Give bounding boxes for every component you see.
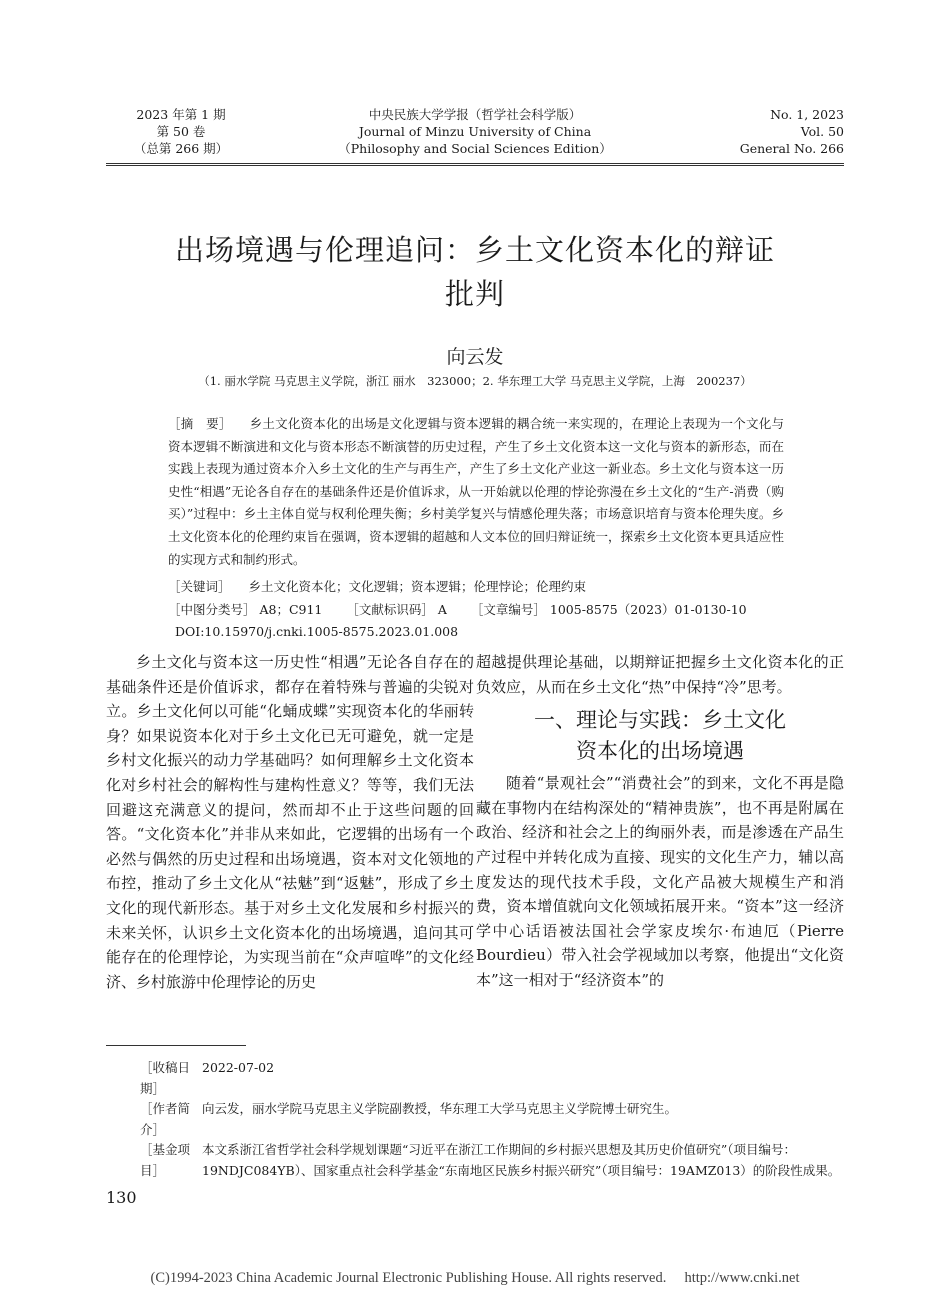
body-paragraph-continued: 超越提供理论基础，以期辩证把握乡土文化资本化的正负效应，从而在乡土文化“热”中保持“冷”思考。 [476, 653, 844, 696]
author-name: 向云发 [446, 346, 504, 368]
received-date: 2022-07-02 [202, 1060, 275, 1075]
document-code: ［文献标识码］ A [346, 602, 447, 617]
header-volume: 第 50 卷 [156, 124, 206, 139]
header-volume-en: Vol. 50 [800, 124, 844, 139]
author-info: 向云发，丽水学院马克思主义学院副教授，华东理工大学马克思主义学院博士研究生。 [202, 1101, 678, 1116]
abstract-label: ［摘 要］ [168, 416, 232, 431]
journal-name-en: Journal of Minzu University of China [358, 124, 592, 139]
header-issue-en: No. 1, 2023 [770, 107, 844, 122]
body-paragraph: 随着“景观社会”“消费社会”的到来，文化不再是隐藏在事物内在结构深处的“精神贵族”，也不再是附属在政治、经济和社会之上的绚丽外表，而是渗透在产品生产过程中并转化成为直接、现实的文化生产力，辅以高度发达的现代技术手段，文化产品被大规模生产和消费，资本增值就向文化领域拓展开来。“资本”这一经济学中心话语被法国社会学家皮埃尔·布迪厄（Pierre Bourdieu）带入社会学视域加以考察，他提出“文化资本”这一相对于“经济资本”的 [476, 774, 844, 989]
journal-name-cn: 中央民族大学学报（哲学社会科学版） [368, 107, 582, 122]
keywords [168, 577, 586, 595]
body-paragraph: 乡土文化与资本这一历史性“相遇”无论各自存在的基础条件还是价值诉求，都存在着特殊与普遍的尖锐对立。乡土文化何以可能“化蛹成蝶”实现资本化的华丽转身？如果说资本化对于乡土文化已无可避免，就一定是乡村文化振兴的动力学基础吗？如何理解乡土文化资本化对乡村社会的解构性与建构性意义？等等，我们无法回避这充满意义的提问，然而却不止于这些问题的回答。“文化资本化”并非从来如此，它逻辑的出场有一个必然与偶然的历史过程和出场境遇，资本对文化领地的布控，推动了乡土文化从“祛魅”到“返魅”，形成了乡土文化的现代新形态。基于对乡土文化发展和乡村振兴的未来关怀，认识乡土文化资本化的出场境遇，追问其可能存在的伦理悖论，为实现当前在“众声喧哗”的文化经济、乡村旅游中伦理悖论的历史 [106, 653, 474, 991]
title-line-1: 出场境遇与伦理追问：乡土文化资本化的辩证 [174, 233, 775, 267]
body-right-column [476, 650, 844, 993]
header-total-issue: （总第 266 期） [133, 141, 229, 156]
journal-edition: （Philosophy and Social Sciences Edition） [338, 141, 612, 156]
header-rule-2 [106, 165, 844, 166]
classification-line [168, 600, 771, 618]
header-issue: 2023 年第 1 期 [136, 107, 226, 122]
author-affiliation: （1. 丽水学院 马克思主义学院，浙江 丽水 323000；2. 华东理工大学 马克思主义学院，上海 200237） [198, 374, 752, 388]
page-number: 130 [106, 1188, 137, 1207]
footnote-fund [140, 1140, 850, 1181]
section-heading-line-1: 一、理论与实践：乡土文化 [534, 708, 786, 733]
abstract-text: 乡土文化资本化的出场是文化逻辑与资本逻辑的耦合统一来实现的，在理论上表现为一个文化与资本逻辑不断演进和文化与资本形态不断演替的历史过程，产生了乡土文化资本这一文化与资本的新形态，而在实践上表现为通过资本介入乡土文化的生产与再生产，产生了乡土文化产业这一新业态。乡土文化与资本这一历史性“相遇”无论各自存在的基础条件还是价值诉求，从一开始就以伦理的悖论弥漫在乡土文化的“生产-消费（购买）”过程中：乡土主体自觉与权利伦理失衡；乡村美学复兴与情感伦理失落；市场意识培育与资本伦理失度。乡土文化资本化的伦理约束旨在强调，资本逻辑的超越和人文本位的回归辩证统一，探索乡土文化资本更具适应性的实现方式和制约形式。 [168, 416, 784, 567]
header-rule [106, 163, 844, 164]
received-label: ［收稿日期］ [140, 1060, 191, 1096]
footnote-author [140, 1099, 850, 1140]
footnotes [140, 1058, 850, 1181]
article-title [106, 228, 844, 316]
header-issue-info [106, 106, 256, 157]
fund-label: ［基金项目］ [140, 1142, 191, 1178]
copyright-footer: (C)1994-2023 China Academic Journal Electronic Publishing House. All rights reserved. http://www.cnki.net [150, 1270, 800, 1286]
keywords-label: ［关键词］ [168, 579, 231, 594]
keywords-text: 乡土文化资本化；文化逻辑；资本逻辑；伦理悖论；伦理约束 [248, 579, 587, 594]
header-general-no: General No. 266 [739, 141, 844, 156]
author-info-label: ［作者简介］ [140, 1101, 191, 1137]
fund-info: 本文系浙江省哲学社会科学规划课题“习近平在浙江工作期间的乡村振兴思想及其历史价值研究”（项目编号：19NDJC084YB）、国家重点社会科学基金“东南地区民族乡村振兴研究”（项目编号：19AMZ013）的阶段性成果。 [202, 1142, 841, 1178]
footnote-rule [106, 1045, 246, 1046]
body-left-column [106, 650, 474, 994]
section-heading [476, 705, 844, 767]
abstract [168, 413, 784, 571]
title-line-2: 批判 [444, 277, 505, 311]
header-issue-info-en [690, 106, 844, 157]
doi: DOI:10.15970/j.cnki.1005-8575.2023.01.008 [175, 624, 459, 639]
footnote-received [140, 1058, 850, 1099]
section-heading-line-2: 资本化的出场境遇 [576, 739, 744, 764]
article-number: ［文章编号］ 1005-8575（2023）01-0130-10 [470, 602, 747, 617]
header-journal-name [300, 106, 650, 157]
clc-number: ［中图分类号］ A8；C911 [168, 602, 323, 617]
